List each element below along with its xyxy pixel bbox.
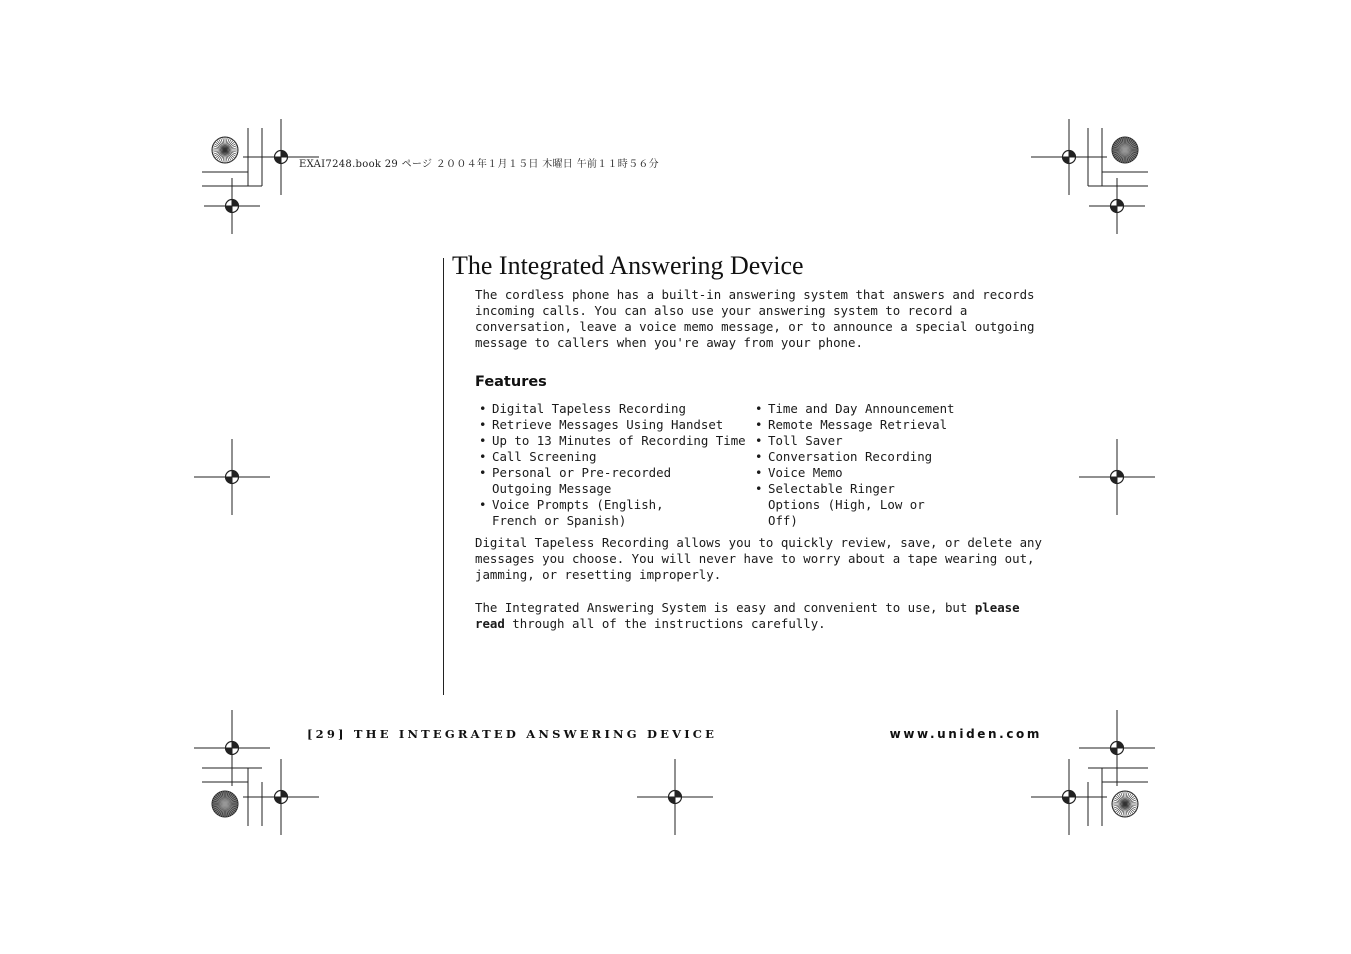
tapeless-paragraph: Digital Tapeless Recording allows you to quickly review, save, or delete any messages you choose. You will never have to worry about a tape wearing out, jamming, or resetting improperly. bbox=[475, 535, 1042, 582]
margin-rule bbox=[443, 258, 444, 695]
registration-mark bbox=[1079, 710, 1155, 786]
page-title: The Integrated Answering Device bbox=[452, 251, 804, 280]
feature-item: • Personal or Pre-recorded Outgoing Message bbox=[476, 465, 707, 497]
starburst-mark bbox=[1112, 791, 1138, 817]
instructions-emphasis: please read bbox=[475, 600, 1020, 631]
feature-item: • Remote Message Retrieval bbox=[752, 417, 1032, 433]
feature-item: • Time and Day Announcement bbox=[752, 401, 1032, 417]
registration-mark bbox=[1031, 759, 1107, 835]
registration-mark bbox=[243, 759, 319, 835]
footer-website: www.uniden.com bbox=[889, 727, 1042, 741]
starburst-mark bbox=[212, 791, 238, 817]
feature-item: • Conversation Recording bbox=[752, 449, 1032, 465]
registration-mark bbox=[1031, 119, 1107, 195]
feature-item: • Toll Saver bbox=[752, 433, 1032, 449]
registration-mark bbox=[1079, 439, 1155, 515]
features-heading: Features bbox=[475, 374, 547, 390]
instructions-paragraph bbox=[475, 600, 1050, 632]
footer-page-label: [29] THE INTEGRATED ANSWERING DEVICE bbox=[307, 727, 718, 741]
intro-paragraph: The cordless phone has a built-in answering system that answers and records incoming calls. You can also use your answering system to record a conversation, leave a voice memo message, or to announce a special outgoing message to callers when you're away from your phone. bbox=[475, 287, 1035, 350]
registration-mark bbox=[194, 710, 270, 786]
print-header-info: EXAI7248.book 29 ページ ２００４年１月１５日 木曜日 午前１１時５６分 bbox=[299, 159, 659, 170]
instructions-text-start: The Integrated Answering System is easy and convenient to use, but bbox=[475, 600, 975, 615]
registration-mark bbox=[637, 759, 713, 835]
feature-item: • Call Screening bbox=[476, 449, 746, 465]
features-list-left bbox=[476, 401, 746, 529]
starburst-mark bbox=[1112, 137, 1138, 163]
registration-mark bbox=[194, 439, 270, 515]
instructions-text-end: through all of the instructions carefully. bbox=[504, 616, 826, 631]
feature-item: • Selectable Ringer Options (High, Low or Off) bbox=[752, 481, 948, 529]
feature-item: • Digital Tapeless Recording bbox=[476, 401, 746, 417]
feature-item: • Retrieve Messages Using Handset bbox=[476, 417, 746, 433]
features-list-right bbox=[752, 401, 1032, 529]
starburst-mark bbox=[212, 137, 238, 163]
feature-item: • Voice Memo bbox=[752, 465, 1032, 481]
feature-item: • Up to 13 Minutes of Recording Time bbox=[476, 433, 746, 449]
feature-item: • Voice Prompts (English, French or Spanish) bbox=[476, 497, 682, 529]
